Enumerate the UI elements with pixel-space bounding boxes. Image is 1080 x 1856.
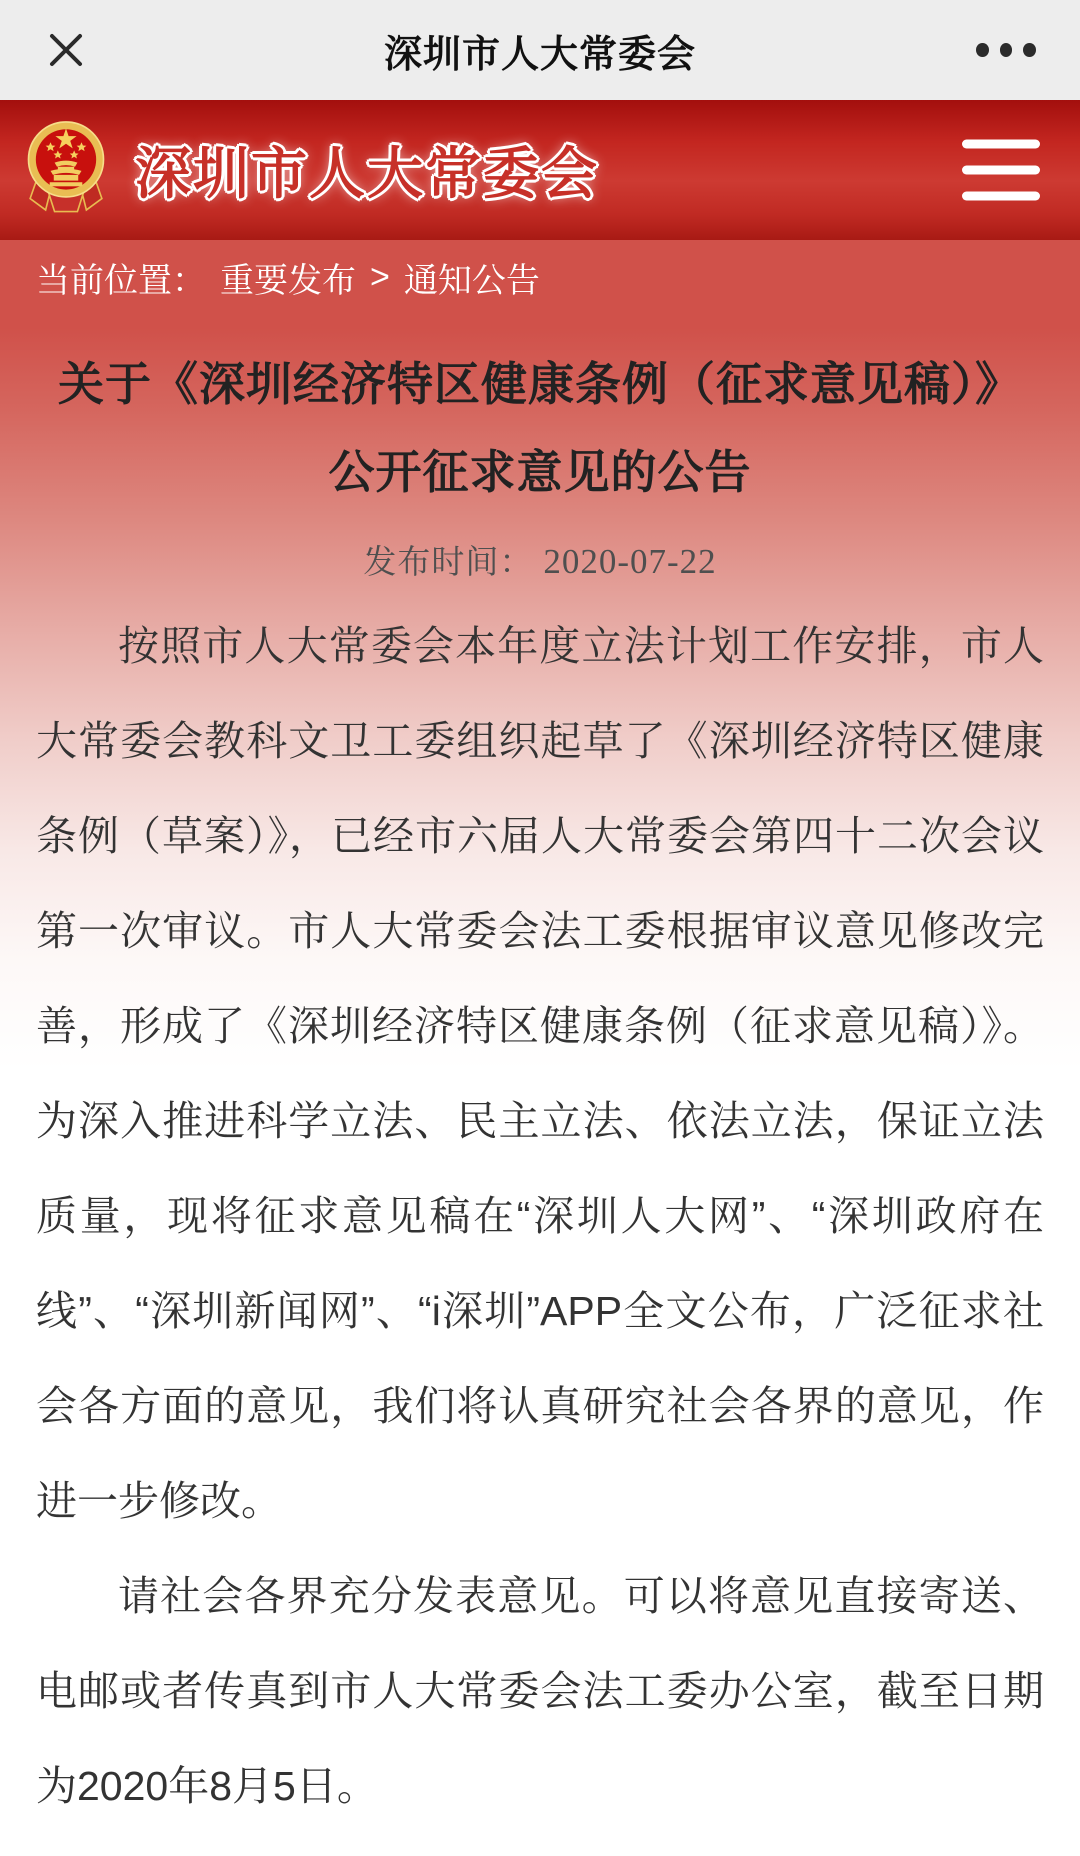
site-banner xyxy=(0,100,1080,240)
site-title: 深圳市人大常委会 xyxy=(135,142,599,205)
article-title-line2: 公开征求意见的公告 xyxy=(328,446,752,498)
breadcrumb-link-page[interactable]: 通知公告 xyxy=(403,261,540,300)
breadcrumb-link-section[interactable]: 重要发布 xyxy=(220,261,356,300)
national-emblem-logo[interactable] xyxy=(25,117,107,223)
more-menu-icon[interactable] xyxy=(976,43,1036,57)
article-title-line1: 关于《深圳经济特区健康条例（征求意见稿）》 xyxy=(58,358,1022,410)
article-title xyxy=(38,340,1042,516)
article-paragraph: 按照市人大常委会本年度立法计划工作安排，市人大常委会教科文卫工委组织起草了《深圳经济特区健康条例（草案）》，已经市六届人大常委会第四十二次会议第一次审议。市人大常委会法工委根据审议意见修改完善，形成了《深圳经济特区健康条例（征求意见稿）》。为深入推进科学立法、民主立法、依法立法，保证立法质量，现将征求意见稿在“深圳人大网”、“深圳政府在线”、“深圳新闻网”、“i深圳”APP全文公布，广泛征求社会各方面的意见，我们将认真研究社会各界的意见，作进一步修改。 xyxy=(36,623,1044,1524)
publish-date-row xyxy=(0,536,1080,583)
publish-date-value: 2020-07-22 xyxy=(543,542,717,581)
article-body xyxy=(36,599,1044,1834)
article-paragraph: 请社会各界充分发表意见。可以将意见直接寄送、电邮或者传真到市人大常委会法工委办公室，截至日期为2020年8月5日。 xyxy=(36,1573,1044,1809)
close-icon[interactable] xyxy=(44,28,104,72)
breadcrumb-separator: > xyxy=(370,257,390,296)
main-content xyxy=(0,240,1080,1856)
publish-date-label: 发布时间： xyxy=(363,543,534,580)
titlebar xyxy=(0,0,1080,100)
hamburger-menu-icon[interactable] xyxy=(962,140,1040,201)
window-title: 深圳市人大常委会 xyxy=(383,33,696,76)
breadcrumb xyxy=(0,240,1080,314)
breadcrumb-label: 当前位置： xyxy=(36,261,206,300)
